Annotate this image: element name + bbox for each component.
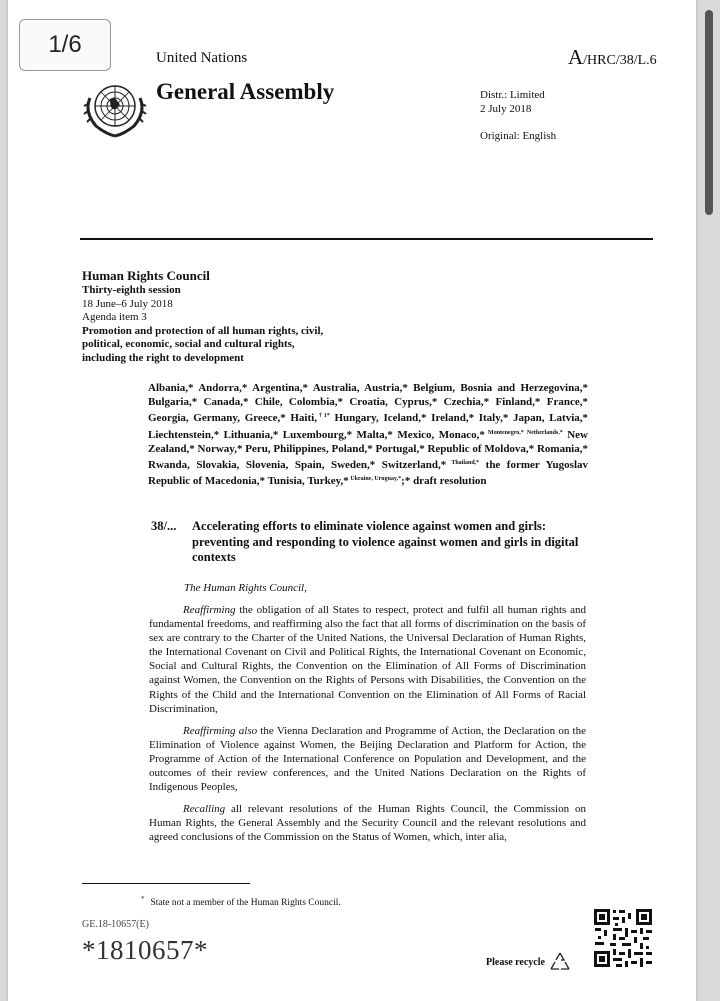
- sponsor-list: [148, 381, 588, 488]
- document-page: [8, 0, 696, 1001]
- sponsors-part-5: ;* draft resolution: [401, 475, 487, 488]
- recycle-note: [486, 951, 572, 973]
- sponsors-sup-1: †1*: [316, 413, 330, 420]
- qr-code-icon[interactable]: [593, 908, 653, 968]
- resolution-number: 38/...: [151, 519, 177, 533]
- sponsors-part-3: New Zealand,* Norway,* Peru, Philippines, Poland,* Portugal,* Republic of Moldova,* Romania,* Rwanda, Slovakia, Slovenia, Spain, Sweden,* Switzerland,*: [148, 428, 588, 472]
- footnote-rule: [82, 883, 250, 884]
- scrollbar[interactable]: [705, 10, 713, 215]
- sponsors-sup-2: Montenegro,* Netherlands,*: [484, 429, 563, 436]
- symbol-rest: /HRC/38/L.6: [583, 53, 657, 68]
- recycle-label: Please recycle: [486, 956, 545, 968]
- sponsors-part-4: the former Yugoslav Republic of Macedonia,* Tunisia, Turkey,*: [148, 459, 589, 488]
- sponsors-part-2: Hungary, Iceland,* Ireland,* Italy,* Japan, Latvia,* Liechtenstein,* Lithuania,* Luxembourg,* Malta,* Mexico, Monaco,*: [148, 412, 588, 441]
- document-number: GE.18-10657(E): [82, 919, 149, 930]
- paragraph-1-lead: Reaffirming: [183, 604, 236, 616]
- organ-name: General Assembly: [156, 79, 335, 104]
- original-language: Original: English: [480, 130, 557, 142]
- paragraph-2-text: the Vienna Declaration and Programme of Action, the Declaration on the Elimination of Violence against Women, the Beijing Declaration and Platform for Action, the Programme of Action of the International Conference on Population and Development, and the outcomes of their review conferences, and the United Nations Declaration on the Rights of Indigenous Peoples,: [149, 725, 586, 794]
- page-indicator[interactable]: 1/6: [19, 19, 111, 71]
- distribution: Distr.: Limited: [480, 89, 545, 101]
- header-rule: [80, 238, 653, 240]
- sponsors-sup-4: Ukraine, Uruguay,*: [348, 476, 402, 483]
- distribution-block: [480, 88, 545, 116]
- agenda-topic-line-3: including the right to development: [82, 351, 244, 364]
- footnote-mark: *: [141, 895, 145, 903]
- sponsors-sup-3: Thailand,*: [446, 460, 480, 467]
- document-symbol: [568, 45, 657, 70]
- sponsors-part-1: Albania,* Andorra,* Argentina,* Australia, Austria,* Belgium, Bosnia and Herzegovina,* Bulgaria,* Canada,* Chile, Colombia,* Croatia, Cyprus,* Czechia,* Finland,* France,* Georgia, Germany, Greece,* Haiti,: [148, 382, 588, 425]
- council-name: Human Rights Council: [82, 268, 210, 283]
- session-dates: 18 June–6 July 2018: [82, 297, 173, 310]
- agenda-item: Agenda item 3: [82, 311, 147, 323]
- paragraph-3-lead: Recalling: [183, 803, 226, 815]
- preamble-paragraph-1: [149, 603, 586, 716]
- issue-date: 2 July 2018: [480, 103, 532, 115]
- paragraph-2-lead: Reaffirming also: [183, 725, 258, 737]
- session-name: Thirty-eighth session: [82, 284, 181, 296]
- un-emblem-icon: [80, 78, 150, 140]
- paragraph-3-text: all relevant resolutions of the Human Rights Council, the Commission on Human Rights, the General Assembly and the Security Council and the relevant resolutions and agreed conclusions of the Commission on the Status of Women, which, inter alia,: [149, 803, 586, 844]
- agenda-topic-line-2: political, economic, social and cultural rights,: [82, 338, 295, 350]
- org-name: United Nations: [156, 50, 248, 66]
- symbol-prefix: A: [568, 45, 584, 69]
- footnote-text: State not a member of the Human Rights Council.: [150, 898, 341, 909]
- agenda-topic-line-1: Promotion and protection of all human rights, civil,: [82, 324, 324, 337]
- barcode-text: *1810657*: [82, 935, 208, 965]
- recycle-icon: [548, 951, 572, 973]
- session-block: [82, 268, 323, 365]
- paragraph-1-text: the obligation of all States to respect, protect and fulfil all human rights and fundamental freedoms, and reaffirming also the fact that all forms of discrimination on the basis of sex are contrary to the Charter of the United Nations, the Universal Declaration of Human Rights, the International Covenant on Civil and Political Rights, the International Covenant on Economic, Social and Cultural Rights, the Convention on the Elimination of All Forms of Discrimination against Women, the Convention on the Rights of Persons with Disabilities, the Convention on the Rights of the Child and the International Convention on the Elimination of All Forms of Racial Discrimination,: [149, 604, 586, 715]
- preamble-paragraph-3: [149, 802, 586, 844]
- footnote: [141, 895, 341, 908]
- preamble-paragraph-2: [149, 724, 586, 794]
- resolution-title: Accelerating efforts to eliminate violence against women and girls: preventing and responding to violence against women and girls in digital contexts: [192, 519, 579, 564]
- council-line: The Human Rights Council,: [184, 582, 307, 594]
